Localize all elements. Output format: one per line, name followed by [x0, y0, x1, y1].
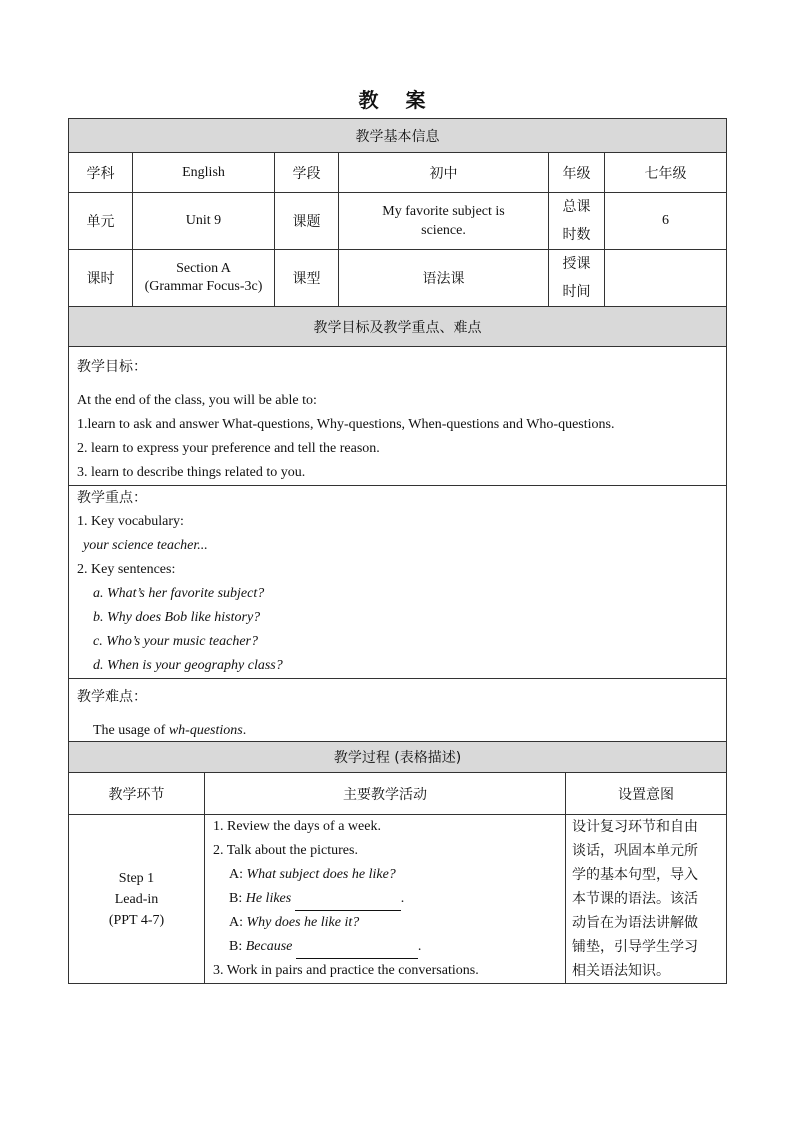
goals-intro: At the end of the class, you will be able to:	[77, 393, 317, 408]
stage-label: 学段	[275, 153, 339, 193]
dialog-line: B: He likes .	[213, 887, 557, 911]
lesson-type-label: 课型	[275, 250, 339, 307]
col-activity-header: 主要教学活动	[205, 773, 566, 815]
dialog-line	[213, 863, 557, 887]
step1-ppt: (PPT 4-7)	[108, 913, 165, 928]
difficulty-section	[69, 679, 727, 747]
page-title: 教 案	[358, 88, 436, 112]
dialog-speaker: A:	[229, 867, 243, 882]
key-sentence: a. What’s her favorite subject?	[93, 586, 265, 601]
purpose-line: 学的基本句型，导入	[572, 867, 698, 883]
key-sentence: b. Why does Bob like history?	[93, 610, 261, 625]
step1-activities	[205, 815, 566, 984]
dialog-text: Because	[245, 939, 293, 954]
key-vocab-label: 1. Key vocabulary:	[77, 514, 184, 529]
purpose-line: 本节课的语法。该活	[572, 891, 698, 907]
key-points-title: 教学重点：	[77, 490, 147, 506]
goals-title: 教学目标：	[77, 359, 147, 375]
goal-item: 2. learn to express your preference and tell the reason.	[77, 441, 380, 456]
step1-name: Lead-in	[114, 892, 159, 907]
purpose-line: 相关语法知识。	[572, 963, 670, 979]
process-table	[68, 741, 727, 984]
difficulty-text	[77, 719, 718, 743]
total-hours-label-line2: 时数	[562, 227, 591, 243]
total-hours-label	[549, 193, 605, 250]
activity-item: 2. Talk about the pictures.	[213, 843, 358, 858]
answer-blank	[296, 944, 418, 959]
dialog-line	[213, 911, 557, 935]
col-step-header: 教学环节	[69, 773, 205, 815]
lesson-type-value: 语法课	[339, 250, 549, 307]
difficulty-term: wh-questions	[168, 723, 243, 738]
teach-time-value	[605, 250, 727, 307]
difficulty-suffix: .	[242, 723, 247, 738]
step1-number: Step 1	[118, 871, 155, 886]
key-sentences-label: 2. Key sentences:	[77, 562, 176, 577]
purpose-line: 铺垫，引导学生学习	[572, 939, 698, 955]
answer-blank	[295, 896, 401, 911]
key-sentence: c. Who’s your music teacher?	[93, 634, 258, 649]
goal-item: 1.learn to ask and answer What-questions, Why-questions, When-questions and Who-questions.	[77, 417, 615, 432]
total-hours-label-line1: 总课	[562, 199, 591, 215]
unit-value: Unit 9	[133, 193, 275, 250]
dialog-text: He likes	[245, 891, 292, 906]
grade-value: 七年级	[605, 153, 727, 193]
stage-value: 初中	[339, 153, 549, 193]
key-points-section	[69, 486, 727, 679]
goal-item: 3. learn to describe things related to you.	[77, 465, 306, 480]
dialog-speaker: B:	[229, 891, 243, 906]
topic-value: My favorite subject is science.	[339, 193, 549, 250]
teach-time-label-line2: 时间	[562, 284, 591, 300]
period-value	[133, 250, 275, 307]
difficulty-title: 教学难点：	[77, 689, 147, 705]
grade-label: 年级	[549, 153, 605, 193]
step1-cell	[69, 815, 205, 984]
objectives-header: 教学目标及教学重点、难点	[69, 307, 727, 347]
dialog-line: B: Because .	[213, 935, 557, 959]
teach-time-label	[549, 250, 605, 307]
period-label: 课时	[69, 250, 133, 307]
difficulty-prefix: The usage of	[93, 723, 169, 738]
unit-label: 单元	[69, 193, 133, 250]
activity-item: 1. Review the days of a week.	[213, 819, 381, 834]
key-vocab: your science teacher...	[83, 538, 208, 553]
teach-time-label-line1: 授课	[562, 256, 591, 272]
step1-purpose	[566, 815, 727, 984]
period-value-line2: (Grammar Focus-3c)	[144, 279, 263, 294]
activity-item: 3. Work in pairs and practice the conversations.	[213, 963, 479, 978]
total-hours-value: 6	[605, 193, 727, 250]
purpose-line: 设计复习环节和自由	[572, 819, 698, 835]
basic-info-header: 教学基本信息	[69, 119, 727, 153]
basic-info-table	[68, 118, 727, 747]
purpose-line: 动旨在为语法讲解做	[572, 915, 698, 931]
topic-label: 课题	[275, 193, 339, 250]
key-sentence: d. When is your geography class?	[93, 658, 283, 673]
subject-value: English	[133, 153, 275, 193]
goals-section	[69, 347, 727, 486]
dialog-speaker: A:	[229, 915, 243, 930]
dialog-speaker: B:	[229, 939, 243, 954]
dialog-text: What subject does he like?	[246, 867, 396, 882]
process-header: 教学过程 (表格描述)	[69, 742, 727, 773]
purpose-line: 谈话，巩固本单元所	[572, 843, 698, 859]
subject-label: 学科	[69, 153, 133, 193]
period-value-line1: Section A	[176, 261, 231, 276]
dialog-text: Why does he like it?	[246, 915, 360, 930]
col-purpose-header: 设置意图	[566, 773, 727, 815]
